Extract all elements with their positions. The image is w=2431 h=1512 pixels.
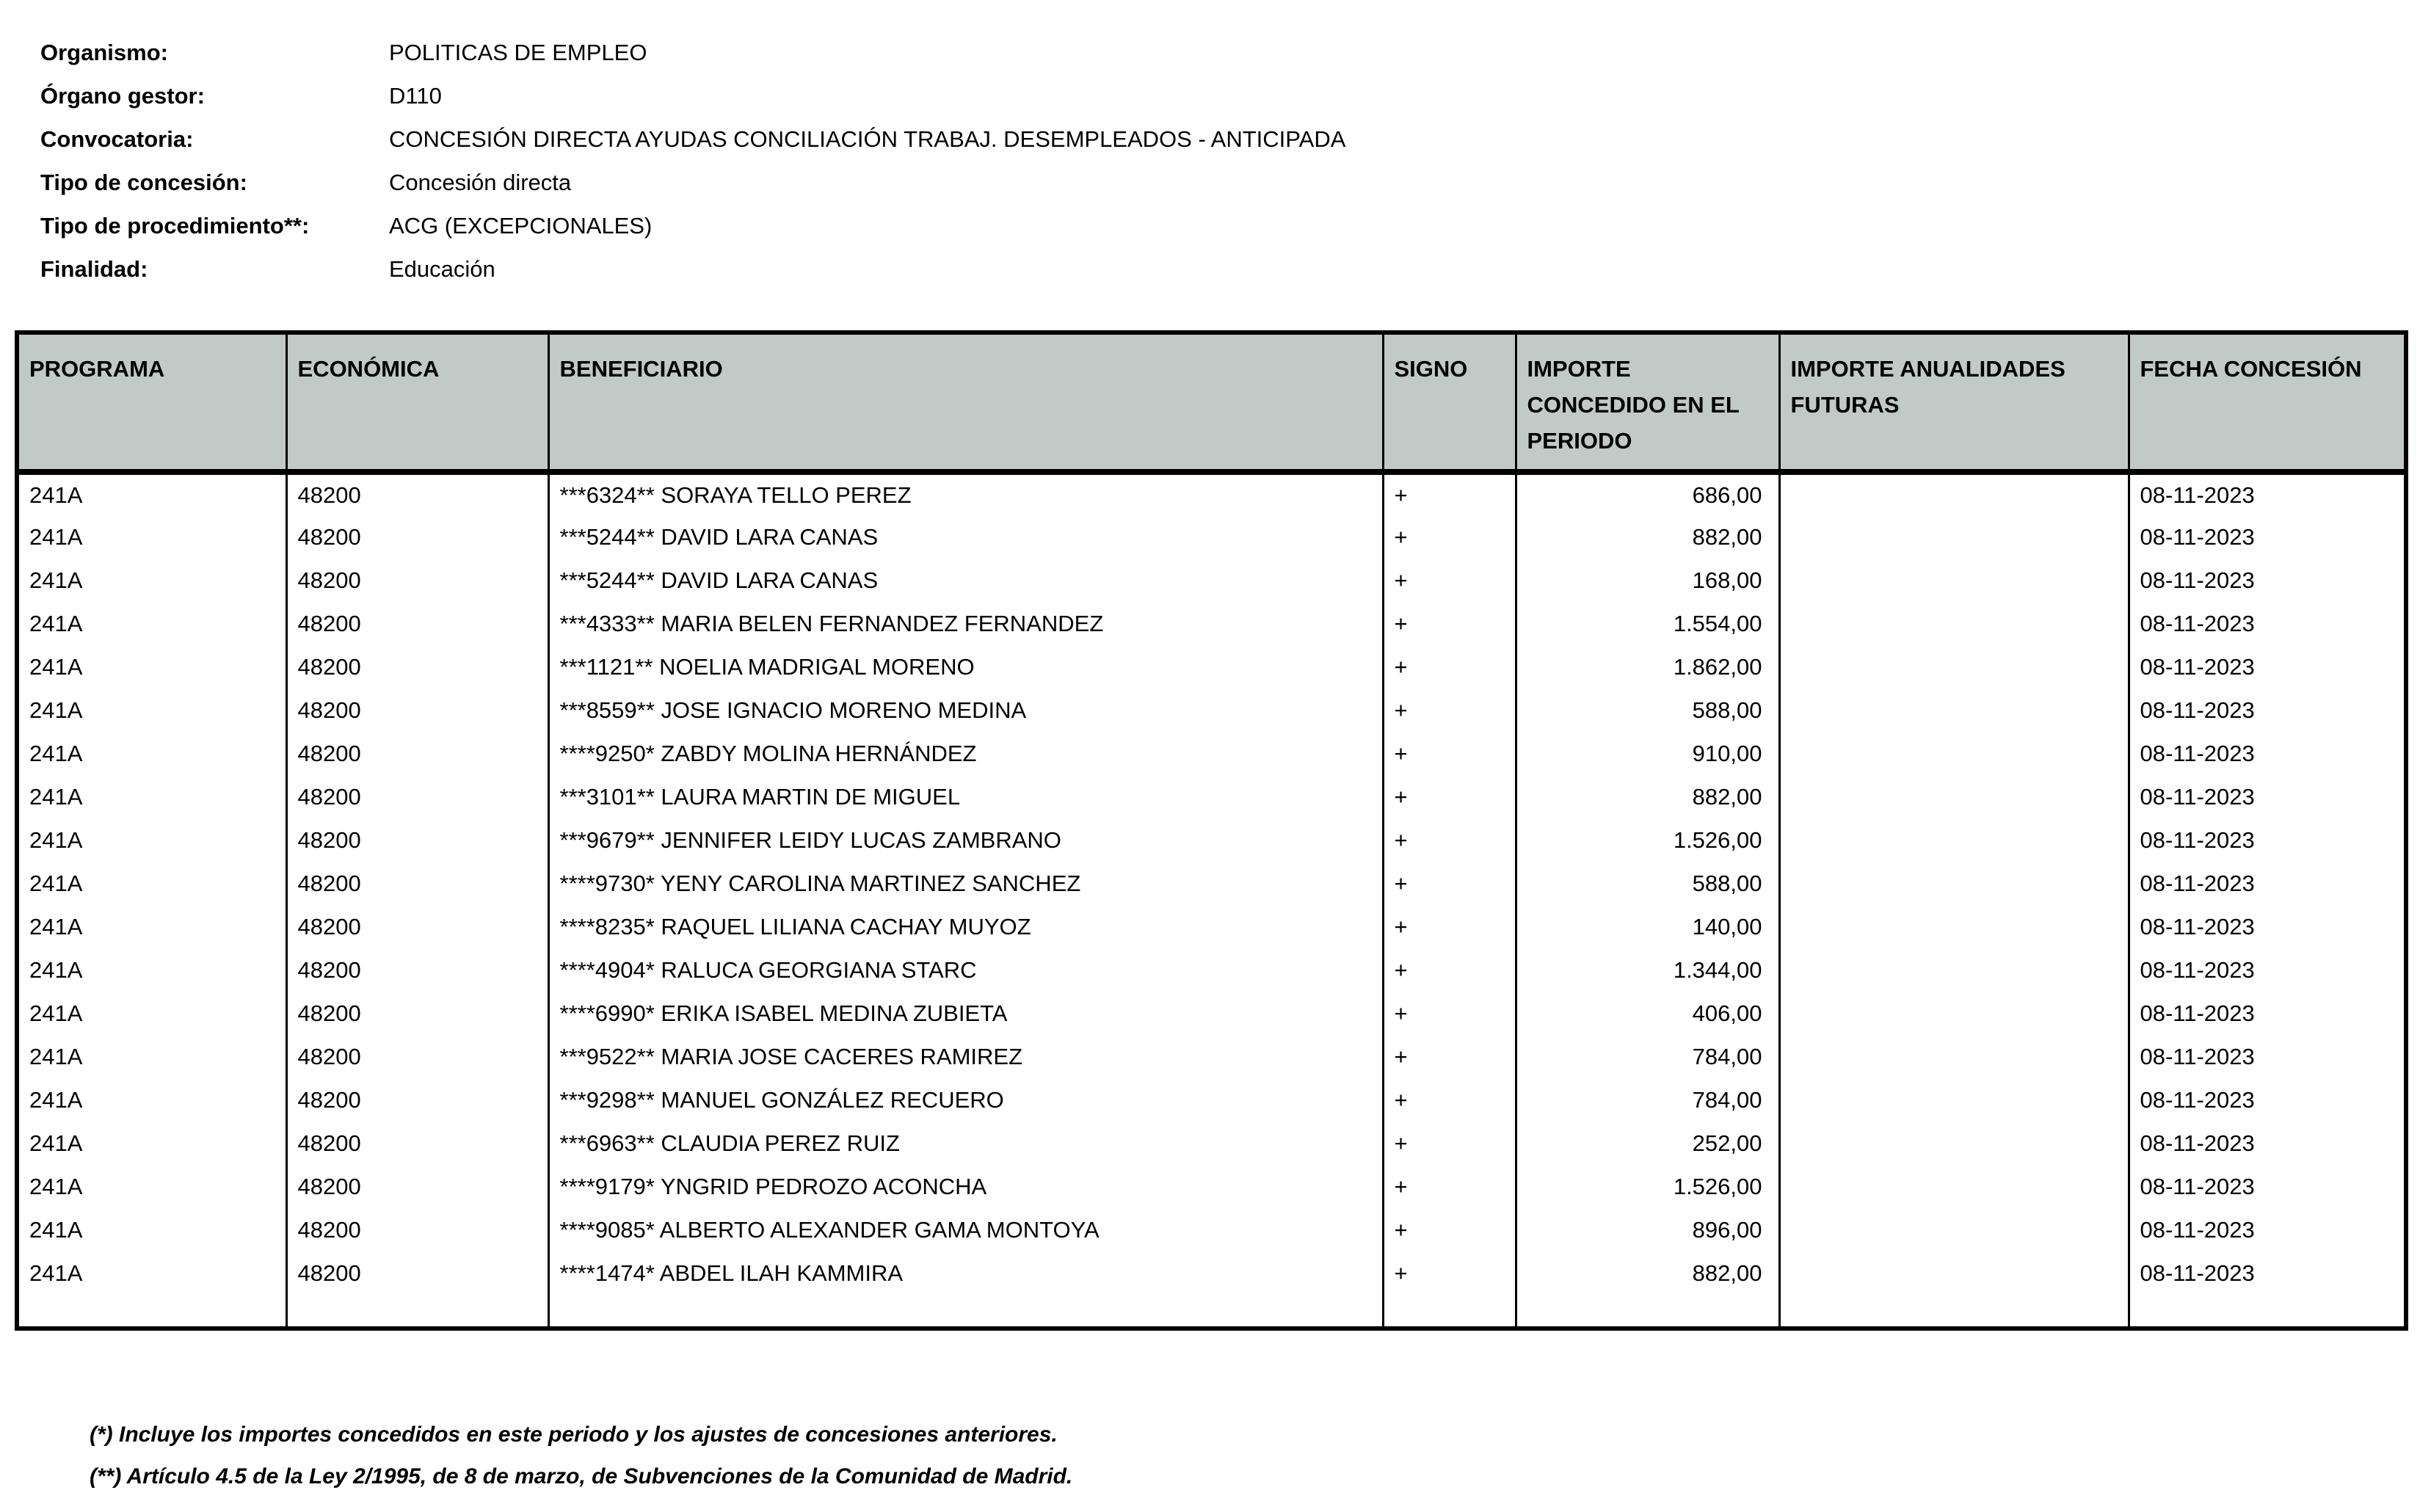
cell-signo: + (1383, 688, 1516, 732)
table-row (17, 1208, 2406, 1251)
cell-beneficiario: ****1474* ABDEL ILAH KAMMIRA (548, 1251, 1383, 1295)
cell-fecha: 08-11-2023 (2129, 559, 2406, 602)
cell-signo: + (1383, 1251, 1516, 1295)
cell-economica: 48200 (286, 515, 548, 559)
cell-programa: 241A (17, 602, 286, 645)
cell-importe_anualidades (1779, 645, 2129, 688)
info-row-3 (40, 168, 1345, 211)
cell-fecha: 08-11-2023 (2129, 775, 2406, 818)
grants-table-body (17, 472, 2406, 1329)
cell-economica: 48200 (286, 688, 548, 732)
cell-importe_concedido: 588,00 (1516, 688, 1779, 732)
cell-beneficiario: ****4904* RALUCA GEORGIANA STARC (548, 948, 1383, 992)
spacer-cell (1516, 1295, 1779, 1329)
info-field-label: Tipo de concesión: (40, 170, 247, 195)
cell-fecha: 08-11-2023 (2129, 1122, 2406, 1165)
cell-importe_anualidades (1779, 1165, 2129, 1208)
footnotes (90, 1414, 1072, 1497)
cell-signo: + (1383, 1208, 1516, 1251)
table-row (17, 645, 2406, 688)
info-row-4 (40, 211, 1345, 255)
cell-importe_anualidades (1779, 602, 2129, 645)
cell-programa: 241A (17, 862, 286, 905)
cell-importe_anualidades (1779, 1251, 2129, 1295)
info-field-value: ACG (EXCEPCIONALES) (389, 213, 653, 239)
cell-beneficiario: ****6990* ERIKA ISABEL MEDINA ZUBIETA (548, 992, 1383, 1035)
cell-beneficiario: ***9522** MARIA JOSE CACERES RAMIREZ (548, 1035, 1383, 1078)
cell-programa: 241A (17, 818, 286, 862)
cell-programa: 241A (17, 732, 286, 775)
cell-economica: 48200 (286, 818, 548, 862)
cell-importe_anualidades (1779, 559, 2129, 602)
spacer-cell (17, 1295, 286, 1329)
table-row (17, 602, 2406, 645)
cell-programa: 241A (17, 1122, 286, 1165)
footnote-1: (*) Incluye los importes concedidos en este periodo y los ajustes de concesiones anteriores. (90, 1422, 1058, 1447)
cell-importe_anualidades (1779, 688, 2129, 732)
cell-importe_anualidades (1779, 1208, 2129, 1251)
cell-importe_concedido: 588,00 (1516, 862, 1779, 905)
column-header-beneficiario: BENEFICIARIO (548, 332, 1383, 472)
grants-table (15, 330, 2408, 1331)
table-row (17, 1035, 2406, 1078)
header-row (17, 332, 2406, 472)
info-field-value: D110 (389, 83, 442, 109)
table-row (17, 1165, 2406, 1208)
cell-signo: + (1383, 1035, 1516, 1078)
cell-economica: 48200 (286, 1251, 548, 1295)
cell-importe_concedido: 1.344,00 (1516, 948, 1779, 992)
table-row (17, 1078, 2406, 1122)
cell-importe_concedido: 686,00 (1516, 472, 1779, 515)
cell-importe_concedido: 882,00 (1516, 1251, 1779, 1295)
cell-importe_concedido: 140,00 (1516, 905, 1779, 948)
cell-economica: 48200 (286, 732, 548, 775)
table-row (17, 515, 2406, 559)
cell-economica: 48200 (286, 1208, 548, 1251)
info-field-value: Educación (389, 256, 495, 282)
cell-importe_anualidades (1779, 948, 2129, 992)
cell-economica: 48200 (286, 948, 548, 992)
cell-beneficiario: ***6963** CLAUDIA PEREZ RUIZ (548, 1122, 1383, 1165)
spacer-row (17, 1295, 2406, 1329)
info-field-label: Organismo: (40, 40, 168, 65)
cell-beneficiario: ***5244** DAVID LARA CANAS (548, 559, 1383, 602)
cell-programa: 241A (17, 992, 286, 1035)
cell-beneficiario: ***9298** MANUEL GONZÁLEZ RECUERO (548, 1078, 1383, 1122)
cell-importe_concedido: 1.862,00 (1516, 645, 1779, 688)
cell-economica: 48200 (286, 862, 548, 905)
cell-signo: + (1383, 602, 1516, 645)
table-row (17, 948, 2406, 992)
cell-economica: 48200 (286, 1078, 548, 1122)
cell-importe_concedido: 168,00 (1516, 559, 1779, 602)
cell-economica: 48200 (286, 602, 548, 645)
cell-beneficiario: ****9085* ALBERTO ALEXANDER GAMA MONTOYA (548, 1208, 1383, 1251)
info-field-label: Finalidad: (40, 256, 148, 282)
cell-programa: 241A (17, 515, 286, 559)
cell-economica: 48200 (286, 905, 548, 948)
cell-fecha: 08-11-2023 (2129, 1035, 2406, 1078)
cell-signo: + (1383, 732, 1516, 775)
cell-programa: 241A (17, 775, 286, 818)
spacer-cell (2129, 1295, 2406, 1329)
cell-programa: 241A (17, 1165, 286, 1208)
cell-importe_concedido: 784,00 (1516, 1078, 1779, 1122)
cell-importe_anualidades (1779, 1078, 2129, 1122)
cell-beneficiario: ***9679** JENNIFER LEIDY LUCAS ZAMBRANO (548, 818, 1383, 862)
cell-beneficiario: ***5244** DAVID LARA CANAS (548, 515, 1383, 559)
cell-programa: 241A (17, 1078, 286, 1122)
cell-signo: + (1383, 948, 1516, 992)
cell-importe_concedido: 882,00 (1516, 515, 1779, 559)
table-row (17, 732, 2406, 775)
cell-economica: 48200 (286, 992, 548, 1035)
info-field-label: Convocatoria: (40, 126, 194, 152)
footnote-2: (**) Artículo 4.5 de la Ley 2/1995, de 8 de marzo, de Subvenciones de la Comunidad de Madrid. (90, 1464, 1073, 1489)
cell-fecha: 08-11-2023 (2129, 688, 2406, 732)
cell-importe_concedido: 910,00 (1516, 732, 1779, 775)
cell-programa: 241A (17, 1251, 286, 1295)
spacer-cell (1383, 1295, 1516, 1329)
cell-fecha: 08-11-2023 (2129, 862, 2406, 905)
cell-importe_anualidades (1779, 818, 2129, 862)
cell-fecha: 08-11-2023 (2129, 645, 2406, 688)
cell-importe_concedido: 1.526,00 (1516, 1165, 1779, 1208)
cell-signo: + (1383, 1165, 1516, 1208)
cell-beneficiario: ****9730* YENY CAROLINA MARTINEZ SANCHEZ (548, 862, 1383, 905)
table-row (17, 1122, 2406, 1165)
cell-programa: 241A (17, 559, 286, 602)
cell-fecha: 08-11-2023 (2129, 905, 2406, 948)
cell-signo: + (1383, 515, 1516, 559)
cell-importe_anualidades (1779, 992, 2129, 1035)
cell-fecha: 08-11-2023 (2129, 515, 2406, 559)
column-header-importe_concedido: IMPORTE CONCEDIDO EN EL PERIODO (1516, 332, 1779, 472)
cell-signo: + (1383, 645, 1516, 688)
cell-economica: 48200 (286, 645, 548, 688)
cell-signo: + (1383, 992, 1516, 1035)
cell-fecha: 08-11-2023 (2129, 732, 2406, 775)
cell-importe_concedido: 252,00 (1516, 1122, 1779, 1165)
cell-fecha: 08-11-2023 (2129, 1078, 2406, 1122)
table-row (17, 472, 2406, 515)
table-row (17, 992, 2406, 1035)
cell-fecha: 08-11-2023 (2129, 1165, 2406, 1208)
spacer-cell (286, 1295, 548, 1329)
cell-signo: + (1383, 472, 1516, 515)
cell-beneficiario: ***3101** LAURA MARTIN DE MIGUEL (548, 775, 1383, 818)
cell-signo: + (1383, 862, 1516, 905)
cell-beneficiario: ***1121** NOELIA MADRIGAL MORENO (548, 645, 1383, 688)
info-row-5 (40, 255, 1345, 298)
cell-importe_anualidades (1779, 515, 2129, 559)
table-row (17, 688, 2406, 732)
info-field-label: Tipo de procedimiento**: (40, 213, 310, 239)
cell-programa: 241A (17, 1208, 286, 1251)
cell-importe_anualidades (1779, 1035, 2129, 1078)
cell-programa: 241A (17, 688, 286, 732)
info-block (40, 38, 1345, 298)
cell-beneficiario: ***4333** MARIA BELEN FERNANDEZ FERNANDEZ (548, 602, 1383, 645)
cell-programa: 241A (17, 905, 286, 948)
cell-importe_concedido: 784,00 (1516, 1035, 1779, 1078)
cell-beneficiario: ****9250* ZABDY MOLINA HERNÁNDEZ (548, 732, 1383, 775)
cell-beneficiario: ***8559** JOSE IGNACIO MORENO MEDINA (548, 688, 1383, 732)
cell-fecha: 08-11-2023 (2129, 948, 2406, 992)
cell-fecha: 08-11-2023 (2129, 992, 2406, 1035)
column-header-economica: ECONÓMICA (286, 332, 548, 472)
cell-signo: + (1383, 1078, 1516, 1122)
cell-importe_anualidades (1779, 1122, 2129, 1165)
table-row (17, 818, 2406, 862)
cell-fecha: 08-11-2023 (2129, 1251, 2406, 1295)
cell-fecha: 08-11-2023 (2129, 602, 2406, 645)
cell-importe_anualidades (1779, 472, 2129, 515)
cell-importe_anualidades (1779, 862, 2129, 905)
info-field-value: POLITICAS DE EMPLEO (389, 40, 647, 65)
cell-importe_concedido: 1.526,00 (1516, 818, 1779, 862)
table-row (17, 775, 2406, 818)
cell-economica: 48200 (286, 1035, 548, 1078)
cell-beneficiario: ***6324** SORAYA TELLO PEREZ (548, 472, 1383, 515)
column-header-signo: SIGNO (1383, 332, 1516, 472)
cell-economica: 48200 (286, 775, 548, 818)
table-row (17, 862, 2406, 905)
cell-beneficiario: ****9179* YNGRID PEDROZO ACONCHA (548, 1165, 1383, 1208)
cell-fecha: 08-11-2023 (2129, 1208, 2406, 1251)
cell-signo: + (1383, 559, 1516, 602)
cell-fecha: 08-11-2023 (2129, 472, 2406, 515)
grants-table-header (17, 332, 2406, 472)
info-field-value: CONCESIÓN DIRECTA AYUDAS CONCILIACIÓN TRABAJ. DESEMPLEADOS - ANTICIPADA (389, 126, 1346, 152)
cell-importe_anualidades (1779, 905, 2129, 948)
cell-importe_anualidades (1779, 732, 2129, 775)
info-field-value: Concesión directa (389, 170, 572, 195)
column-header-fecha: FECHA CONCESIÓN (2129, 332, 2406, 472)
cell-signo: + (1383, 905, 1516, 948)
cell-programa: 241A (17, 948, 286, 992)
cell-economica: 48200 (286, 1122, 548, 1165)
table-row (17, 559, 2406, 602)
info-field-label: Órgano gestor: (40, 83, 205, 109)
spacer-cell (548, 1295, 1383, 1329)
cell-economica: 48200 (286, 1165, 548, 1208)
spacer-cell (1779, 1295, 2129, 1329)
cell-signo: + (1383, 818, 1516, 862)
cell-signo: + (1383, 1122, 1516, 1165)
cell-programa: 241A (17, 472, 286, 515)
info-row-1 (40, 81, 1345, 125)
info-row-0 (40, 38, 1345, 81)
cell-importe_anualidades (1779, 775, 2129, 818)
info-row-2 (40, 125, 1345, 168)
cell-programa: 241A (17, 645, 286, 688)
cell-beneficiario: ****8235* RAQUEL LILIANA CACHAY MUYOZ (548, 905, 1383, 948)
cell-importe_concedido: 1.554,00 (1516, 602, 1779, 645)
cell-importe_concedido: 896,00 (1516, 1208, 1779, 1251)
cell-importe_concedido: 406,00 (1516, 992, 1779, 1035)
cell-economica: 48200 (286, 559, 548, 602)
cell-signo: + (1383, 775, 1516, 818)
table-row (17, 1251, 2406, 1295)
cell-importe_concedido: 882,00 (1516, 775, 1779, 818)
column-header-programa: PROGRAMA (17, 332, 286, 472)
cell-economica: 48200 (286, 472, 548, 515)
table-row (17, 905, 2406, 948)
cell-fecha: 08-11-2023 (2129, 818, 2406, 862)
cell-programa: 241A (17, 1035, 286, 1078)
column-header-importe_anualidades: IMPORTE ANUALIDADES FUTURAS (1779, 332, 2129, 472)
